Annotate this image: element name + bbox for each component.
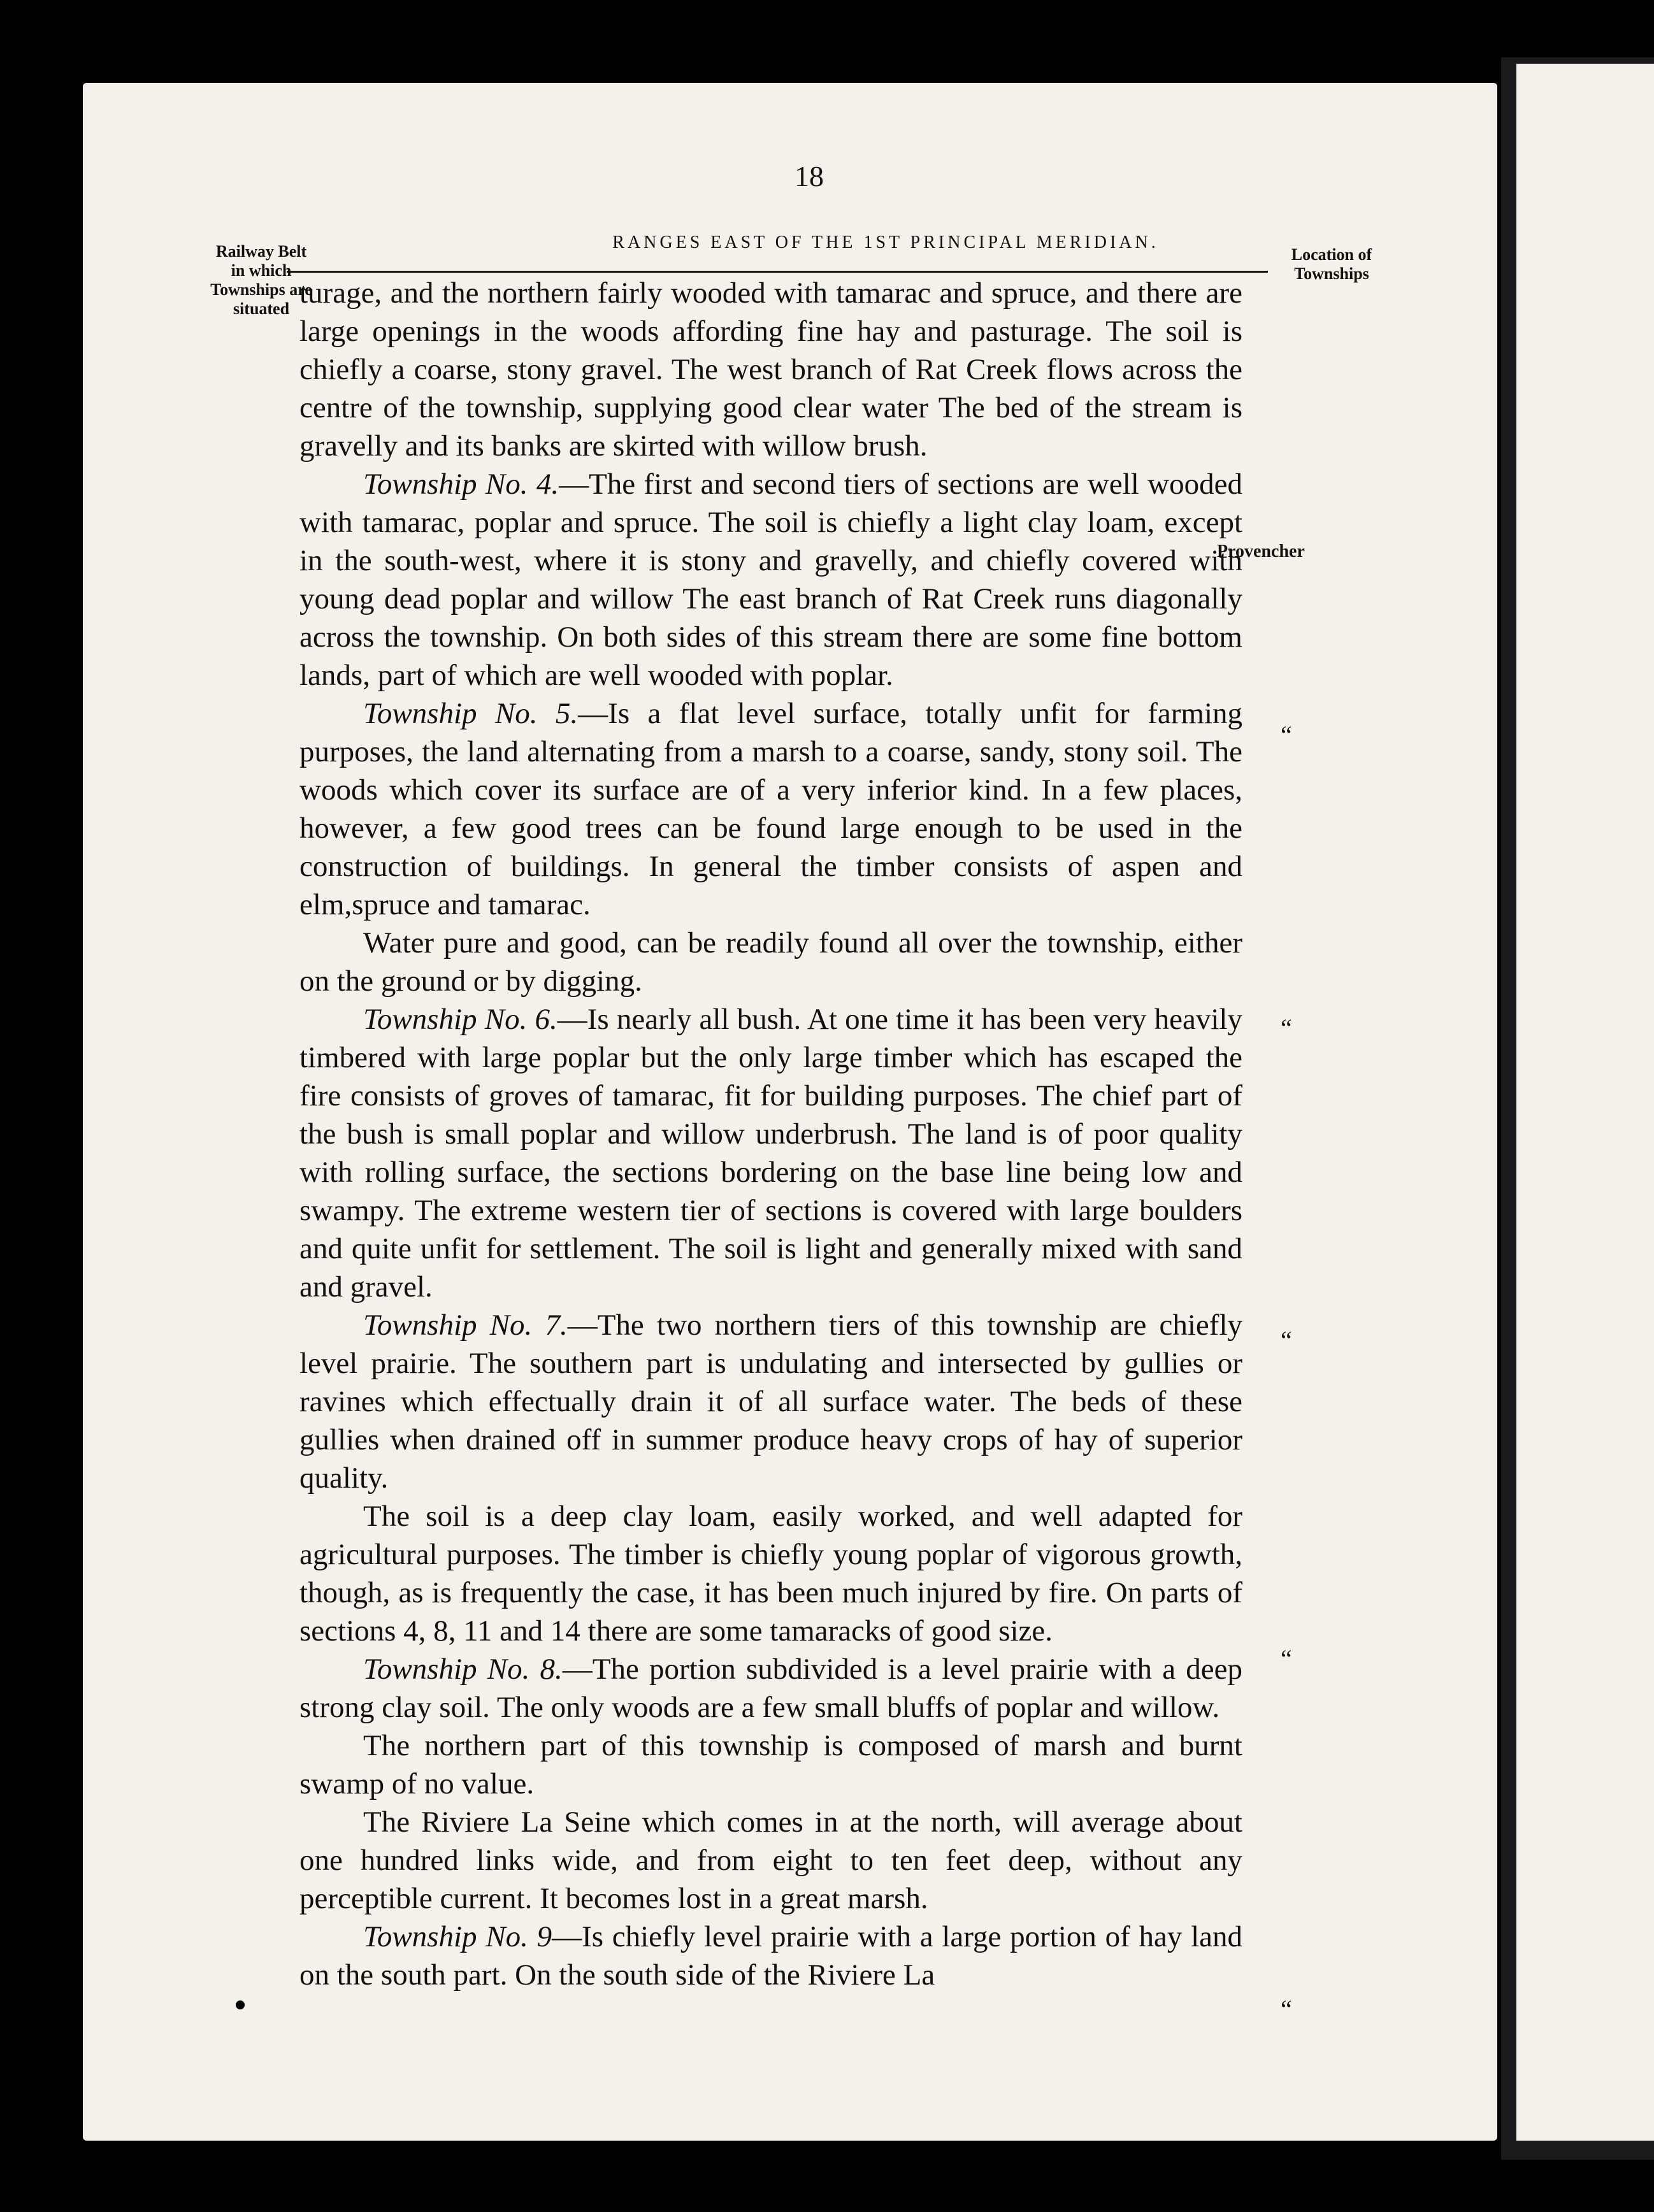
running-head: RANGES EAST OF THE 1ST PRINCIPAL MERIDIAN. <box>612 233 1159 252</box>
ditto-mark: “ <box>1281 1014 1292 1042</box>
paragraph <box>299 1650 1242 1727</box>
township-heading: Township No. 7. <box>363 1309 568 1342</box>
next-page-edge <box>1516 64 1654 2141</box>
left-margin-line: in which <box>231 261 292 280</box>
ditto-mark: “ <box>1281 1644 1292 1673</box>
township-heading: Township No. 8. <box>363 1653 563 1686</box>
ditto-mark: “ <box>1281 1326 1292 1354</box>
paragraph <box>299 1306 1242 1497</box>
paragraph <box>299 1000 1242 1306</box>
header-rule <box>287 271 1268 273</box>
right-margin-line: Townships <box>1294 264 1369 283</box>
township-heading: Township No. 4. <box>363 468 559 501</box>
paragraph: turage, and the northern fairly wooded with tamarac and spruce, and there are large openings in the woods affording fine hay and pasturage. The soil is chiefly a coarse, stony gravel. The west branch of Rat Creek flows across the centre of the township, supplying good clear water The bed of the stream is gravelly and its banks are skirted with willow brush. <box>299 276 1242 463</box>
paragraph: The northern part of this township is composed of marsh and burnt swamp of no value. <box>299 1729 1242 1800</box>
left-margin-line: Townships are <box>210 280 312 299</box>
right-margin-line: Location of <box>1291 245 1372 264</box>
paragraph-text: —The first and second tiers of sections are well wooded with tamarac, poplar and spruce. The soil is chiefly a light clay loam, except in the south-west, where it is stony and gravelly, and chiefly covered with young dead poplar and willow The east branch of Rat Creek runs diagonally across the township. On both sides of this stream there are some fine bottom lands, part of which are well wooded with poplar. <box>299 468 1242 692</box>
ditto-mark: “ <box>1281 1995 1292 2023</box>
left-margin-line: situated <box>233 299 290 318</box>
paragraph <box>299 1918 1242 1994</box>
left-margin-line: Railway Belt <box>215 242 307 261</box>
paragraph <box>299 465 1242 694</box>
township-heading: Township No. 5. <box>363 697 579 730</box>
ink-speck <box>236 2000 245 2009</box>
paragraph-text: —Is chiefly level prairie with a large portion of hay land on the south part. On the south side of the Riviere La <box>299 1920 1243 1992</box>
paragraph-text: —Is a flat level surface, totally unfit for farming purposes, the land alternating from a marsh to a coarse, sandy, stony soil. The woods which cover its surface are of a very inferior kind. In a few places, however, a few good trees can be found large enough to be used in the construction of buildings. In general the timber consists of aspen and elm,spruce and tamarac. <box>299 697 1242 921</box>
paragraph-text: —The two northern tiers of this township are chiefly level prairie. The southern part is undulating and intersected by gullies or ravines which effectually drain it of all surface water. The beds of these gullies when drained off in summer produce heavy crops of hay of superior quality. <box>299 1309 1242 1495</box>
paragraph <box>299 694 1242 924</box>
paragraph: The soil is a deep clay loam, easily worked, and well adapted for agricultural purposes. The timber is chiefly young poplar of vigorous growth, though, as is frequently the case, it has been much injured by fire. On parts of sections 4, 8, 11 and 14 there are some tamaracks of good size. <box>299 1500 1242 1648</box>
location-label-provencher: Provencher <box>1217 542 1305 561</box>
paragraph: Water pure and good, can be readily found all over the township, either on the ground or by digging. <box>299 926 1242 998</box>
paragraph-text: —The portion subdivided is a level prairie with a deep strong clay soil. The only woods are a few small bluffs of poplar and willow. <box>299 1653 1243 1724</box>
paragraph-text: —Is nearly all bush. At one time it has been very heavily timbered with large poplar but the only large timber which has escaped the fire consists of groves of tamarac, fit for building purposes. The chief part of the bush is small poplar and willow underbrush. The land is of poor quality with rolling surface, the sections bordering on the base line being low and swampy. The extreme western tier of sections is covered with large boulders and quite unfit for settlement. The soil is light and generally mixed with sand and gravel. <box>299 1003 1242 1304</box>
township-heading: Township No. 6. <box>363 1003 557 1036</box>
ditto-mark: “ <box>1281 721 1292 749</box>
right-margin-heading <box>1255 245 1408 284</box>
body-text <box>299 274 1242 1994</box>
paragraph: The Riviere La Seine which comes in at the north, will average about one hundred links wide, and from eight to ten feet deep, without any perceptible current. It becomes lost in a great marsh. <box>299 1806 1242 1915</box>
page-number: 18 <box>795 160 824 192</box>
township-heading: Township No. 9 <box>363 1920 552 1953</box>
